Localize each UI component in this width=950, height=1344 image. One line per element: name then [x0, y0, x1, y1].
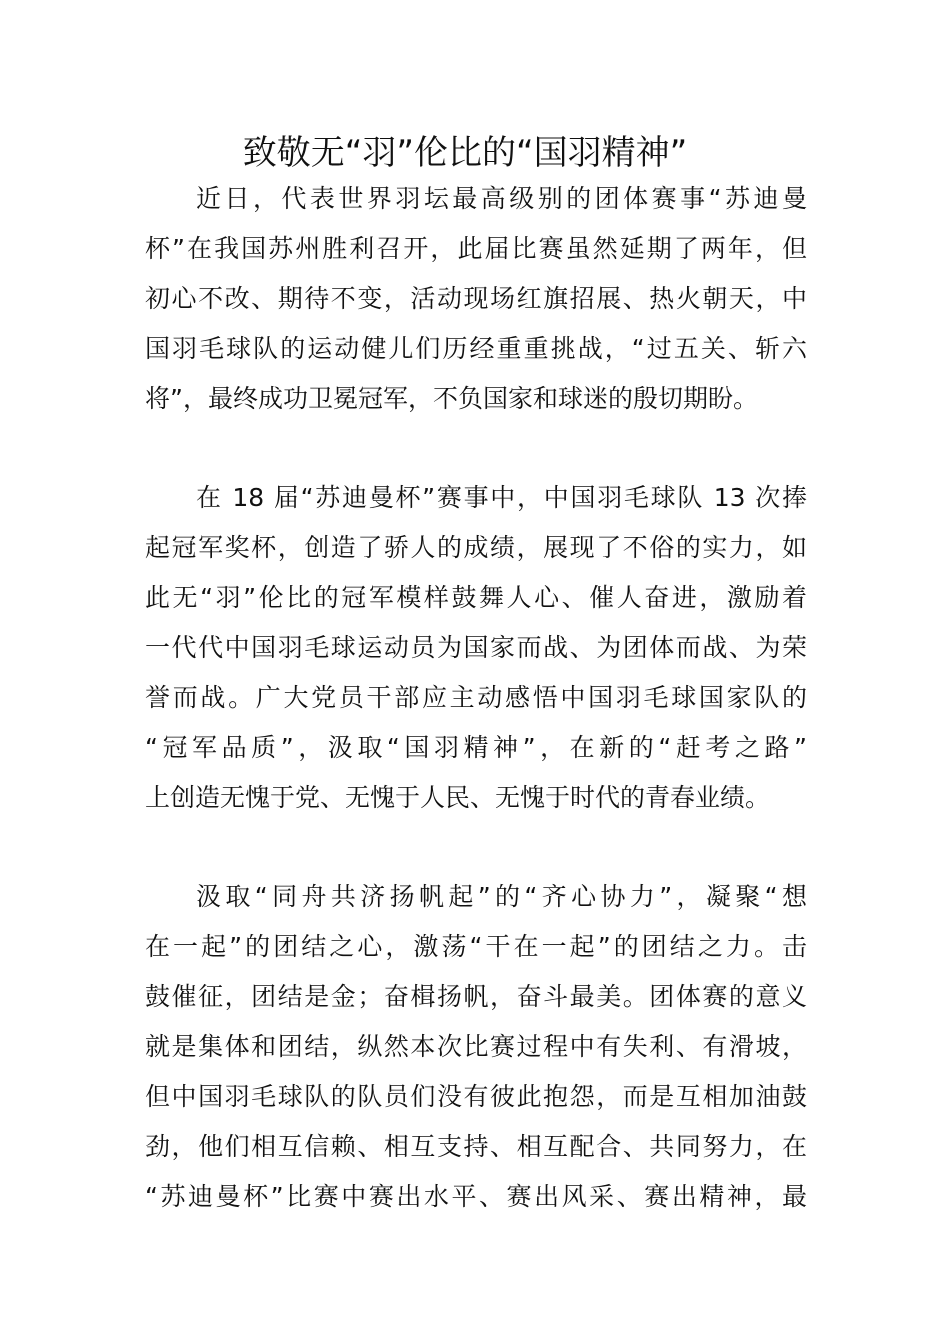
paragraph-1-line-1: 近日，代表世界羽坛最高级别的团体赛事“苏迪曼: [196, 184, 807, 213]
paragraph-2-line-7: 上创造无愧于党、无愧于人民、无愧于时代的青春业绩。: [145, 783, 771, 812]
paragraph-3-line-4: 就是集体和团结，纵然本次比赛过程中有失利、有滑坡，: [145, 1032, 807, 1061]
paragraph-2-line-3: 此无“羽”伦比的冠军模样鼓舞人心、催人奋进，激励着: [145, 583, 807, 612]
paragraph-3-line-3: 鼓催征，团结是金；奋楫扬帆，奋斗最美。团体赛的意义: [145, 982, 807, 1011]
paragraph-2-line-4: 一代代中国羽毛球运动员为国家而战、为团体而战、为荣: [145, 633, 807, 662]
paragraph-2-line-5: 誉而战。广大党员干部应主动感悟中国羽毛球国家队的: [145, 683, 807, 712]
paragraph-2-line-2: 起冠军奖杯，创造了骄人的成绩，展现了不俗的实力，如: [145, 533, 807, 562]
paragraph-3-line-2: 在一起”的团结之心，激荡“干在一起”的团结之力。击: [145, 932, 807, 961]
paragraph-1-line-5: 将”，最终成功卫冕冠军，不负国家和球迷的殷切期盼。: [145, 384, 758, 413]
paragraph-3-line-6: 劲，他们相互信赖、相互支持、相互配合、共同努力，在: [145, 1132, 807, 1161]
paragraph-3-line-7: “苏迪曼杯”比赛中赛出水平、赛出风采、赛出精神，最: [145, 1182, 807, 1211]
paragraph-1-line-4: 国羽毛球队的运动健儿们历经重重挑战，“过五关、斩六: [145, 334, 807, 363]
paragraph-3-line-5: 但中国羽毛球队的队员们没有彼此抱怨，而是互相加油鼓: [145, 1082, 807, 1111]
document-title: 致敬无“羽”伦比的“国羽精神”: [242, 133, 688, 173]
paragraph-2-line-6: “冠军品质”，汲取“国羽精神”，在新的“赶考之路”: [145, 733, 807, 762]
paragraph-1-line-3: 初心不改、期待不变，活动现场红旗招展、热火朝天，中: [145, 284, 807, 313]
paragraph-3-line-1: 汲取“同舟共济扬帆起”的“齐心协力”，凝聚“想: [196, 882, 807, 911]
paragraph-1-line-2: 杯”在我国苏州胜利召开，此届比赛虽然延期了两年，但: [145, 234, 807, 263]
paragraph-2-line-1: 在 18 届“苏迪曼杯”赛事中，中国羽毛球队 13 次捧: [196, 483, 807, 512]
